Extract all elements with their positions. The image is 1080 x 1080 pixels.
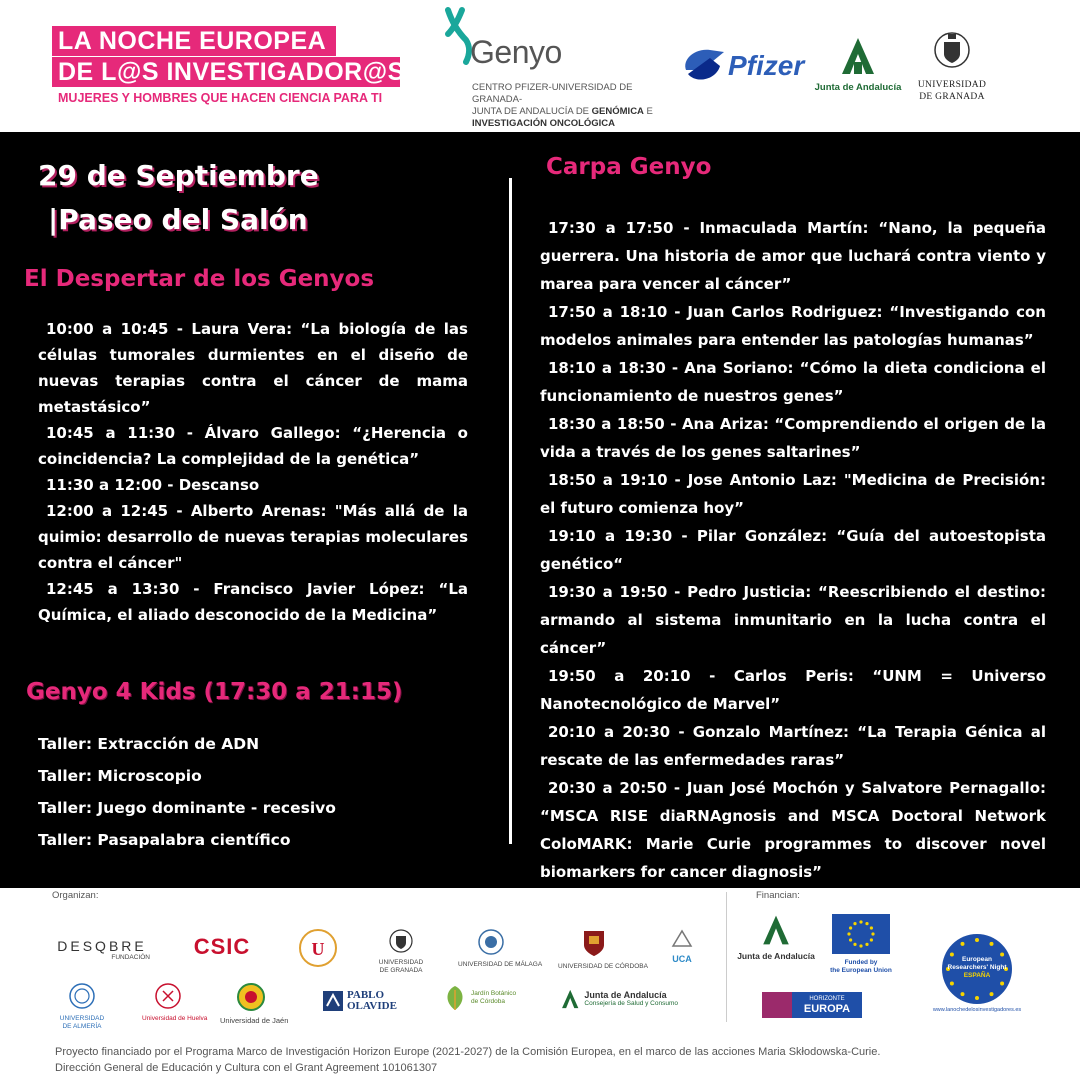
- schedule-item: 19:50 a 20:10 - Carlos Peris: “UNM = Universo Nanotecnológico de Marvel”: [540, 667, 1046, 713]
- event-title-line1: LA NOCHE EUROPEA: [52, 26, 336, 56]
- junta-funder-logo: Junta de Andalucía: [736, 914, 816, 961]
- pfizer-logo: [680, 40, 810, 90]
- ugr-footer-logo: UNIVERSIDAD DE GRANADA: [376, 928, 426, 975]
- genyo-wordmark: Genyo: [470, 34, 562, 70]
- junta-salud-logo: Junta de Andalucía Consejería de Salud y Consumo: [560, 984, 678, 1014]
- ugr-crest-icon: [932, 30, 972, 74]
- schedule-item: 18:30 a 18:50 - Ana Ariza: “Comprendiendo el origen de la vida a través de los genes saltarines”: [540, 415, 1046, 461]
- ujaen-seal-icon: [236, 982, 266, 1012]
- event-logo: [52, 26, 405, 105]
- eu-flag-icon: [832, 914, 890, 954]
- university-seal-red-logo: [294, 928, 342, 973]
- footer-sponsors: [0, 888, 1080, 1080]
- workshop-list: [38, 728, 336, 856]
- funding-note: Proyecto financiado por el Programa Marco de Investigación Horizon Europe (2021-2027) de la Comisión Europea, en el marco de las acciones Maria Skłodowska-Curie. Dirección General de Educación y Cultura con el Grant Agreement 101061307: [55, 1046, 881, 1074]
- schedule-item: 17:50 a 18:10 - Juan Carlos Rodriguez: “Investigando con modelos animales para entender las patologías humanas”: [540, 303, 1046, 349]
- horizon-mark-icon: [762, 992, 792, 1018]
- red-seal-icon: [295, 928, 341, 968]
- event-tagline: MUJERES Y HOMBRES QUE HACEN CIENCIA PARA TI: [58, 91, 383, 105]
- schedule-item: 20:30 a 20:50 - Juan José Mochón y Salvatore Pernagallo: “MSCA RISE diaRNAgnosis and MSCA Doctoral Network ColoMARK: Marie Curie programmes to discover novel biomarkers for cancer diagnosis”: [540, 779, 1046, 881]
- schedule-item: 12:00 a 12:45 - Alberto Arenas: "Más allá de la quimio: desarrollo de nuevas terapias moleculares contra el cáncer": [38, 502, 468, 572]
- schedule-item: 18:50 a 19:10 - Jose Antonio Laz: "Medicina de Precisión: el futuro comienza hoy”: [540, 471, 1046, 517]
- right-section-title: Carpa Genyo: [546, 154, 712, 180]
- schedule-item: 17:30 a 17:50 - Inmaculada Martín: “Nano, la pequeña guerrera. Una historia de amor que luchará contra viento y marea para vencer al cáncer”: [540, 219, 1046, 293]
- junta-arch-icon: [838, 36, 878, 76]
- genyo-subtitle: CENTRO PFIZER-UNIVERSIDAD DE GRANADA- JUNTA DE ANDALUCÍA DE GENÓMICA E INVESTIGACIÓN ONCOLÓGICA: [472, 82, 653, 129]
- pfizer-pill-icon: [680, 40, 730, 90]
- svg-text:U: U: [311, 939, 325, 959]
- uca-logo: UCA: [662, 928, 702, 963]
- schedule-item: 20:10 a 20:30 - Gonzalo Martínez: “La Terapia Génica al rescate de las enfermedades raras”: [540, 723, 1046, 769]
- junta-andalucia-logo: [812, 36, 904, 93]
- ual-logo: UNIVERSIDAD DE ALMERÍA: [58, 982, 106, 1031]
- schedule-item: 19:10 a 19:30 - Pilar González: “Guía del autoestopista genético“: [540, 527, 1046, 573]
- event-location: |Paseo del Salón: [48, 203, 308, 236]
- ual-seal-icon: [68, 982, 96, 1010]
- eu-funded-logo: Funded by the European Union: [828, 914, 894, 975]
- csic-logo: CSIC: [193, 934, 251, 959]
- workshop-item: Taller: Microscopio: [38, 767, 202, 785]
- event-date: 29 de Septiembre: [38, 159, 319, 192]
- uco-logo: UNIVERSIDAD DE CÓRDOBA: [558, 928, 630, 971]
- upo-emblem-icon: [322, 990, 344, 1012]
- schedule-item: 18:10 a 18:30 - Ana Soriano: “Cómo la dieta condiciona el funcionamiento de nuestros genes”: [540, 359, 1046, 405]
- ugr-crest-icon: [388, 928, 414, 954]
- uhu-seal-icon: [154, 982, 182, 1010]
- uca-emblem-icon: [669, 928, 695, 950]
- desqbre-logo: DESQBRE FUNDACIÓN: [57, 938, 150, 961]
- organizers-label: Organizan:: [52, 890, 99, 901]
- sponsor-divider: [726, 892, 727, 1022]
- header-logos: [0, 0, 1080, 132]
- ujaen-logo: Universidad de Jaén: [220, 982, 282, 1025]
- schedule-item: 11:30 a 12:00 - Descanso: [46, 476, 260, 494]
- schedule-item: 12:45 a 13:30 - Francisco Javier López: “La Química, el aliado desconocido de la Medicina”: [38, 580, 468, 624]
- schedule-item: 10:45 a 11:30 - Álvaro Gallego: “¿Herencia o coincidencia? La complejidad de la genética”: [38, 424, 468, 468]
- date-location: [38, 154, 319, 242]
- uhu-logo: Universidad de Huelva: [142, 982, 194, 1023]
- schedule-item: 19:30 a 19:50 - Pedro Justicia: “Reescribiendo el destino: armando al sistema inmunitario en la lucha contra el cáncer”: [540, 583, 1046, 657]
- leaf-icon: [442, 984, 468, 1012]
- junta-arch-icon: [760, 914, 792, 946]
- horizonte-europa-logo: HORIZONTE EUROPA: [762, 992, 862, 1018]
- ugr-name-line1: UNIVERSIDAD: [917, 80, 987, 90]
- upo-logo: PABLO OLAVIDE: [322, 990, 400, 1012]
- event-title-line2: DE L@S INVESTIGADOR@S: [52, 57, 400, 87]
- ern-badge-icon: European Researchers' Night ESPAÑA: [942, 934, 1012, 1004]
- program-panel: [0, 132, 1080, 888]
- left-schedule: [38, 316, 468, 628]
- column-divider: [509, 178, 512, 844]
- ugr-name-line2: DE GRANADA: [919, 92, 985, 102]
- workshop-item: Taller: Pasapalabra científico: [38, 831, 291, 849]
- uco-shield-icon: [581, 928, 607, 958]
- workshop-item: Taller: Extracción de ADN: [38, 735, 260, 753]
- junta-arch-icon: [560, 984, 580, 1014]
- jardin-botanico-logo: Jardín Botánico de Córdoba: [442, 984, 526, 1012]
- workshop-item: Taller: Juego dominante - recesivo: [38, 799, 336, 817]
- schedule-item: 10:00 a 10:45 - Laura Vera: “La biología de las células tumorales durmientes en el diseño de nuevas terapias contra el cáncer de mama metastásico”: [38, 320, 468, 416]
- ugr-logo: [912, 30, 992, 102]
- junta-andalucia-name: Junta de Andalucía: [814, 82, 902, 93]
- left-section-title: El Despertar de los Genyos: [24, 266, 375, 292]
- pfizer-wordmark: Pfizer: [728, 50, 805, 81]
- european-researchers-night-logo: European Researchers' Night ESPAÑA www.lanochedelosinvestigadores.es: [932, 934, 1022, 1014]
- uma-crest-icon: [477, 928, 505, 956]
- kids-section-title: Genyo 4 Kids (17:30 a 21:15): [26, 679, 403, 705]
- right-schedule: [540, 214, 1046, 886]
- funders-label: Financian:: [756, 890, 800, 901]
- uma-logo: UNIVERSIDAD DE MÁLAGA: [458, 928, 524, 969]
